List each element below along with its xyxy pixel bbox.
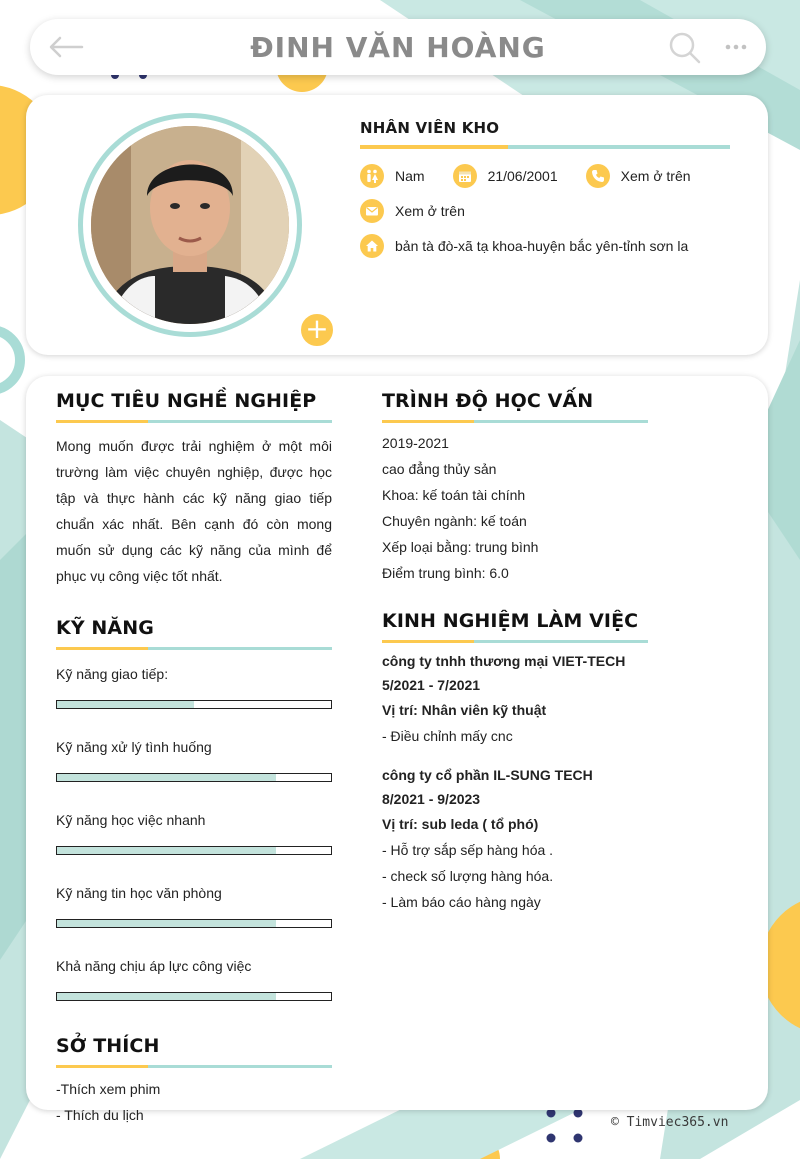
education-title: TRÌNH ĐỘ HỌC VẤN <box>382 390 594 412</box>
skill-item <box>56 958 332 1001</box>
job-entry <box>382 763 648 915</box>
email-item <box>360 199 465 223</box>
skill-level-bar <box>56 919 332 928</box>
mail-icon <box>360 199 384 223</box>
job-title: NHÂN VIÊN KHO <box>360 119 500 137</box>
home-icon <box>360 234 384 258</box>
job-position: Vị trí: sub leda ( tổ phó) <box>382 816 539 832</box>
right-column <box>382 390 648 915</box>
education-line: cao đẳng thủy sản <box>382 461 497 477</box>
gender-value: Nam <box>395 167 425 184</box>
avatar-photo-illustration <box>91 126 289 324</box>
job-position: Vị trí: Nhân viên kỹ thuật <box>382 702 547 718</box>
email-value: Xem ở trên <box>395 202 465 219</box>
education-line: 2019-2021 <box>382 435 449 451</box>
hobbies-underline <box>56 1065 332 1068</box>
education-line: Điểm trung bình: 6.0 <box>382 565 509 581</box>
skill-item <box>56 812 332 855</box>
skill-item <box>56 666 332 709</box>
education-line: Xếp loại bằng: trung bình <box>382 539 539 555</box>
skill-level-fill <box>57 774 276 781</box>
education-line: Chuyên ngành: kế toán <box>382 513 527 529</box>
job-title-underline <box>360 145 730 149</box>
job-task: - Làm báo cáo hàng ngày <box>382 894 541 910</box>
objective-underline <box>56 420 332 423</box>
education-underline <box>382 420 648 423</box>
address-value: bản tà đò-xã tạ khoa-huyện bắc yên-tỉnh sơn la <box>395 237 689 254</box>
skill-name: Khả năng chịu áp lực công việc <box>56 958 252 974</box>
address-item <box>360 234 688 258</box>
hobby-item: - Thích du lịch <box>56 1107 144 1123</box>
skill-name: Kỹ năng xử lý tình huống <box>56 739 212 755</box>
job-company: công ty tnhh thương mại VIET-TECH <box>382 653 626 669</box>
birthday-item <box>453 164 558 188</box>
hobby-item: -Thích xem phim <box>56 1081 161 1097</box>
skill-level-bar <box>56 846 332 855</box>
search-icon[interactable] <box>668 31 702 65</box>
job-task: - Điều chỉnh mấy cnc <box>382 728 513 744</box>
candidate-name-title: ĐINH VĂN HOÀNG <box>250 30 546 64</box>
skill-level-bar <box>56 773 332 782</box>
job-entry <box>382 649 648 749</box>
skill-level-fill <box>57 701 194 708</box>
experience-section <box>382 610 648 915</box>
skill-item <box>56 739 332 782</box>
left-column <box>56 390 332 1128</box>
skill-level-fill <box>57 993 276 1000</box>
job-period: 5/2021 - 7/2021 <box>382 677 481 693</box>
job-task: - check số lượng hàng hóa. <box>382 868 554 884</box>
education-line: Khoa: kế toán tài chính <box>382 487 526 503</box>
birthday-value: 21/06/2001 <box>487 167 558 184</box>
experience-title: KINH NGHIỆM LÀM VIỆC <box>382 610 639 632</box>
objective-text: Mong muốn được trải nghiệm ở một môi trường làm việc chuyên nghiệp, được học tập và thực hành các kỹ năng giao tiếp chuẩn xác nhất. Bên cạnh đó còn mong muốn sử dụng các kỹ năng của mình để phục vụ công việc tốt nhất. <box>56 438 332 584</box>
info-row-email <box>360 198 730 223</box>
skill-level-fill <box>57 920 276 927</box>
skills-list <box>56 666 332 1001</box>
hobbies-title: SỞ THÍCH <box>56 1035 160 1057</box>
info-row-address <box>360 233 730 258</box>
job-company: công ty cổ phần IL-SUNG TECH <box>382 767 593 783</box>
watermark: © Timviec365.vn <box>611 1115 729 1130</box>
gender-icon <box>360 164 384 188</box>
phone-item <box>586 164 691 188</box>
back-arrow-icon[interactable] <box>46 35 86 59</box>
phone-value: Xem ở trên <box>620 167 691 184</box>
phone-icon <box>586 164 610 188</box>
objective-section <box>56 390 332 589</box>
education-section <box>382 390 648 586</box>
skill-name: Kỹ năng tin học văn phòng <box>56 885 222 901</box>
skill-item <box>56 885 332 928</box>
job-task: - Hỗ trợ sắp sếp hàng hóa . <box>382 842 554 858</box>
avatar-frame <box>78 113 329 345</box>
hobbies-section <box>56 1035 332 1128</box>
gender-item <box>360 164 425 188</box>
skill-level-bar <box>56 700 332 709</box>
experience-underline <box>382 640 648 643</box>
profile-card <box>26 95 768 355</box>
hobbies-list <box>56 1076 332 1128</box>
job-period: 8/2021 - 9/2023 <box>382 791 481 807</box>
skill-level-bar <box>56 992 332 1001</box>
education-details <box>382 430 648 586</box>
info-row-basic <box>360 163 730 188</box>
skill-name: Kỹ năng giao tiếp: <box>56 666 169 682</box>
skills-underline <box>56 647 332 650</box>
skills-title: KỸ NĂNG <box>56 617 154 639</box>
top-header-bar <box>30 19 766 75</box>
calendar-icon <box>453 164 477 188</box>
more-options-icon[interactable] <box>724 39 748 55</box>
add-photo-button[interactable]: + <box>299 312 335 348</box>
profile-info <box>360 119 730 258</box>
avatar <box>91 126 289 324</box>
skill-name: Kỹ năng học việc nhanh <box>56 812 206 828</box>
skills-section <box>56 617 332 1001</box>
skill-level-fill <box>57 847 276 854</box>
objective-title: MỤC TIÊU NGHỀ NGHIỆP <box>56 390 317 412</box>
